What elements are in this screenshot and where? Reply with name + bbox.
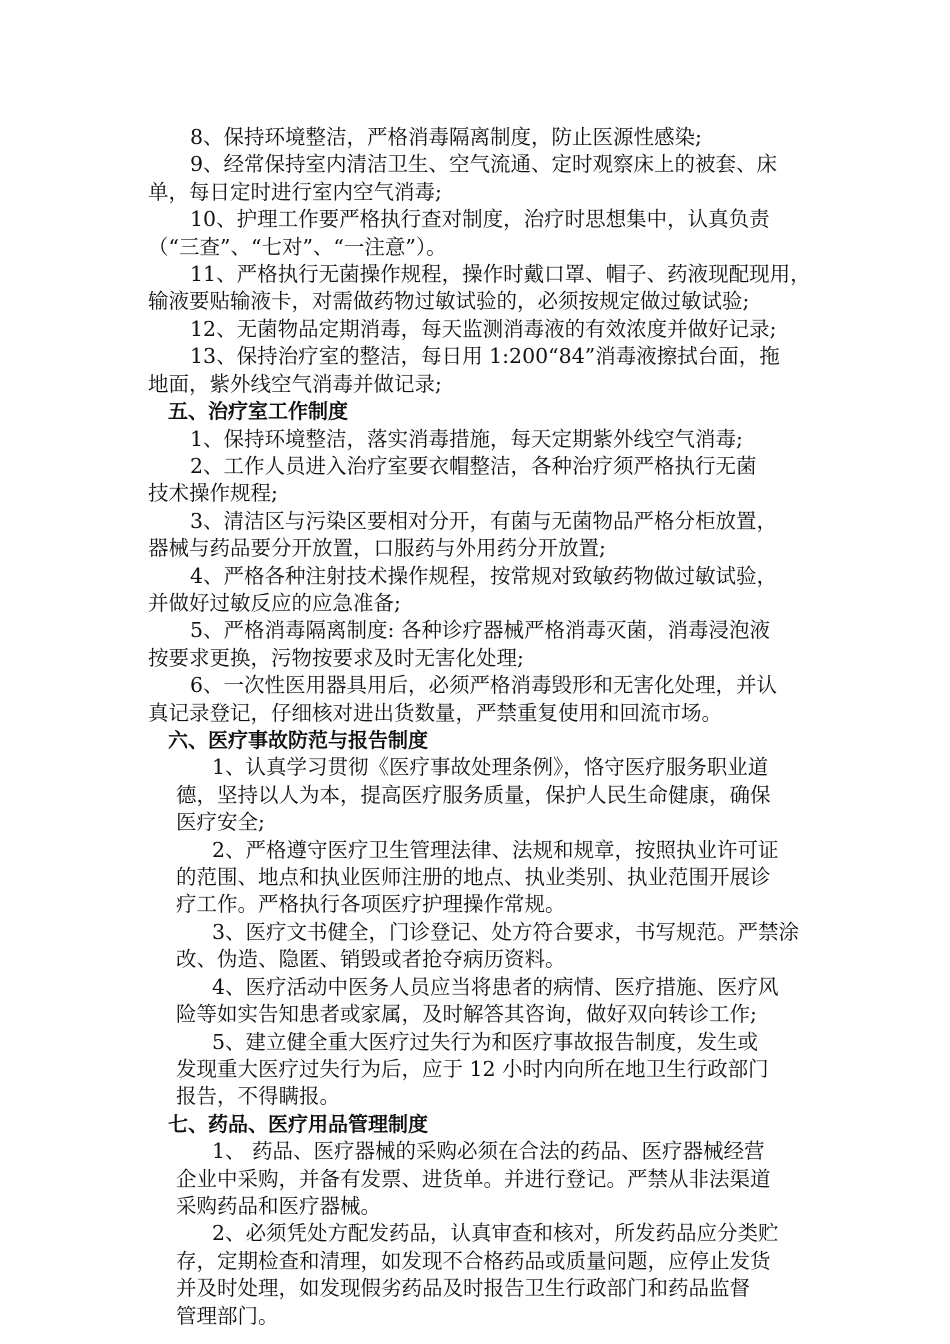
paragraph-line: 4、严格各种注射技术操作规程，按常规对致敏药物做过敏试验， [190,563,778,588]
paragraph-line: 管理部门。 [176,1303,279,1328]
section-heading: 五、治疗室工作制度 [168,399,348,424]
paragraph-line: 医疗安全; [176,810,265,835]
paragraph-line: 4、医疗活动中医务人员应当将患者的病情、医疗措施、医疗风 [212,974,779,999]
paragraph-line: 采购药品和医疗器械。 [176,1193,381,1218]
paragraph-line: 发现重大医疗过失行为后，应于 12 小时内向所在地卫生行政部门 [176,1056,769,1081]
paragraph-line: 3、医疗文书健全，门诊登记、处方符合要求，书写规范。严禁涂 [212,919,800,944]
paragraph-line: 10、护理工作要严格执行查对制度，治疗时思想集中，认真负责 [190,207,770,232]
section-heading: 七、药品、医疗用品管理制度 [168,1111,428,1136]
paragraph-line: 12、无菌物品定期消毒，每天监测消毒液的有效浓度并做好记录; [190,316,777,341]
paragraph-line: 存，定期检查和清理，如发现不合格药品或质量问题，应停止发货 [176,1248,771,1273]
paragraph-line: 13、保持治疗室的整洁，每日用 1:200“84”消毒液擦拭台面，拖 [190,344,780,369]
paragraph-line: 企业中采购，并备有发票、进货单。并进行登记。严禁从非法渠道 [176,1166,771,1191]
paragraph-line: 1、认真学习贯彻《医疗事故处理条例》，恪守医疗服务职业道 [212,755,769,780]
paragraph-line: 2、工作人员进入治疗室要衣帽整洁，各种治疗须严格执行无菌 [190,453,757,478]
paragraph-line: 9、经常保持室内清洁卫生、空气流通、定时观察床上的被套、床 [190,152,778,177]
paragraph-line: 德，坚持以人为本，提高医疗服务质量，保护人民生命健康，确保 [176,782,771,807]
paragraph-line: 真记录登记，仔细核对进出货数量，严禁重复使用和回流市场。 [148,700,722,725]
paragraph-line: 1、 药品、医疗器械的采购必须在合法的药品、医疗器械经营 [212,1139,765,1164]
paragraph-line: 按要求更换，污物按要求及时无害化处理; [148,645,524,670]
paragraph-line: 2、严格遵守医疗卫生管理法律、法规和规章，按照执业许可证 [212,837,779,862]
paragraph-line: 并及时处理，如发现假劣药品及时报告卫生行政部门和药品监督 [176,1276,750,1301]
paragraph-line: 改、伪造、隐匿、销毁或者抢夺病历资料。 [176,947,566,972]
paragraph-line: 器械与药品要分开放置，口服药与外用药分开放置; [148,536,606,561]
paragraph-line: 报告，不得瞒报。 [176,1084,340,1109]
paragraph-line: 的范围、地点和执业医师注册的地点、执业类别、执业范围开展诊 [176,865,771,890]
paragraph-line: 单，每日定时进行室内空气消毒; [148,179,442,204]
paragraph-line: 输液要贴输液卡，对需做药物过敏试验的，必须按规定做过敏试验; [148,289,750,314]
paragraph-line: 2、必须凭处方配发药品，认真审查和核对，所发药品应分类贮 [212,1221,779,1246]
paragraph-line: 险等如实告知患者或家属，及时解答其咨询，做好双向转诊工作; [176,1002,757,1027]
paragraph-line: 1、保持环境整洁，落实消毒措施，每天定期紫外线空气消毒; [190,426,743,451]
paragraph-line: 5、严格消毒隔离制度: 各种诊疗器械严格消毒灭菌，消毒浸泡液 [190,618,770,643]
paragraph-line: 地面，紫外线空气消毒并做记录; [148,371,442,396]
paragraph-line: 11、严格执行无菌操作规程，操作时戴口罩、帽子、药液现配现用， [190,262,811,287]
paragraph-line: 5、建立健全重大医疗过失行为和医疗事故报告制度，发生或 [212,1029,759,1054]
section-heading: 六、医疗事故防范与报告制度 [168,728,428,752]
paragraph-line: 并做好过敏反应的应急准备; [148,590,401,615]
paragraph-line: 疗工作。严格执行各项医疗护理操作常规。 [176,892,566,917]
paragraph-line: （“三查”、“七对”、“一注意”）。 [148,234,447,259]
paragraph-line: 6、一次性医用器具用后，必须严格消毒毁形和无害化处理，并认 [190,673,778,698]
paragraph-line: 技术操作规程; [148,481,278,506]
paragraph-line: 3、清洁区与污染区要相对分开，有菌与无菌物品严格分柜放置， [190,508,778,533]
paragraph-line: 8、保持环境整洁，严格消毒隔离制度，防止医源性感染; [190,125,702,149]
